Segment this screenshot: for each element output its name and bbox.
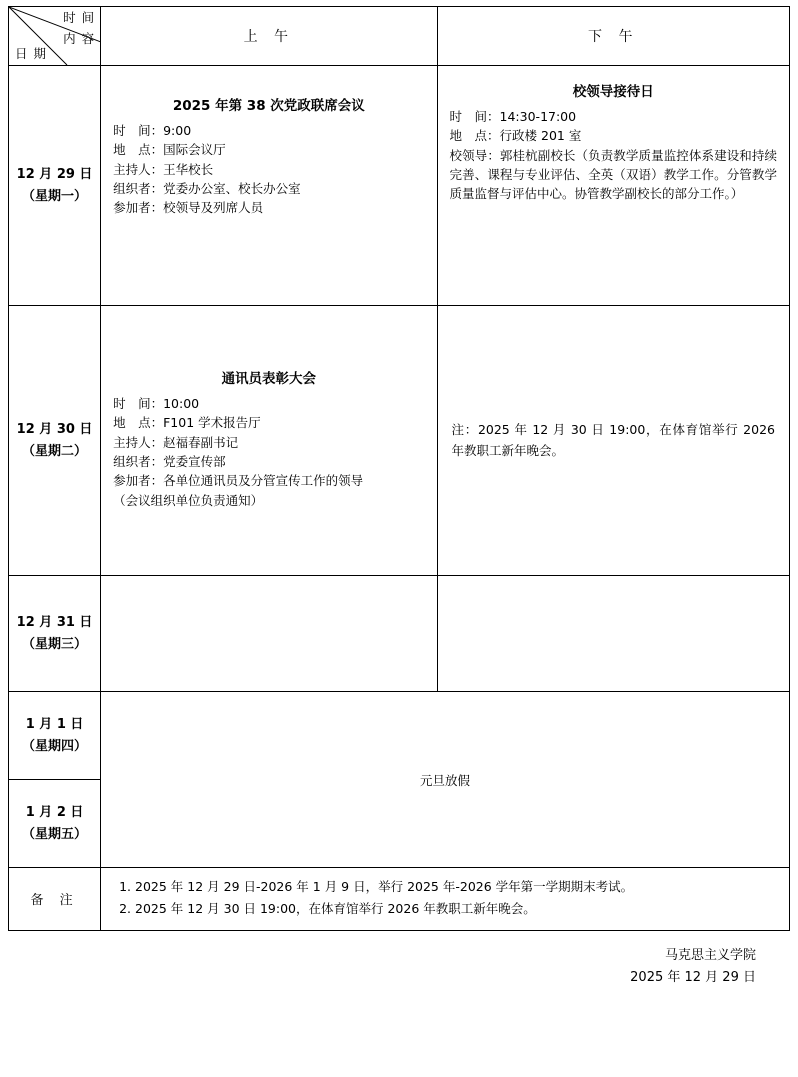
event-title: 通讯员表彰大会 bbox=[221, 370, 317, 387]
afternoon-cell bbox=[437, 576, 789, 692]
morning-cell bbox=[101, 306, 437, 576]
date-cell bbox=[9, 692, 101, 780]
event-detail: 主持人：赵福春副书记 bbox=[113, 434, 239, 450]
table-row bbox=[9, 692, 790, 780]
event-detail: 组织者：党委办公室、校长办公室 bbox=[113, 181, 301, 197]
column-header-afternoon: 下 午 bbox=[437, 7, 789, 66]
event-detail: 地 点：F101 学术报告厅 bbox=[113, 415, 261, 431]
table-row bbox=[9, 306, 790, 576]
remark-item: 1. 2025 年 12 月 29 日-2026 年 1 月 9 日，举行 2025 年-2026 学年第一学期期末考试。 bbox=[119, 879, 634, 894]
event-paragraph: 注：2025 年 12 月 30 日 19:00，在体育馆举行 2026 年教职工新年晚会。 bbox=[451, 422, 775, 458]
date-line-2: （星期五） bbox=[22, 826, 88, 842]
event-detail: 组织者：党委宣传部 bbox=[113, 453, 226, 469]
event-paragraph: 校领导：郭桂杭副校长（负责教学质量监控体系建设和持续完善、课程与专业评估、全英（双语）教学工作。分管教学质量监督与评估中心。协管教学副校长的部分工作。） bbox=[449, 147, 777, 202]
event-detail: 时 间：14:30-17:00 bbox=[449, 108, 577, 124]
date-line-2: （星期四） bbox=[22, 738, 88, 754]
date-line-1: 12 月 29 日 bbox=[16, 167, 93, 183]
footer-date: 2025 年 12 月 29 日 bbox=[630, 969, 756, 985]
afternoon-cell bbox=[437, 66, 789, 306]
remark-row bbox=[9, 868, 790, 931]
date-cell bbox=[9, 66, 101, 306]
event-detail: 时 间：9:00 bbox=[113, 122, 192, 138]
date-cell bbox=[9, 306, 101, 576]
remark-cell bbox=[101, 868, 790, 931]
footer-org: 马克思主义学院 bbox=[664, 947, 756, 963]
event-detail: 参加者：各单位通讯员及分管宣传工作的领导 bbox=[113, 473, 364, 489]
date-cell bbox=[9, 780, 101, 868]
schedule-table bbox=[8, 6, 790, 931]
afternoon-cell bbox=[437, 306, 789, 576]
event-detail: 时 间：10:00 bbox=[113, 395, 200, 411]
event-title: 2025 年第 38 次党政联席会议 bbox=[172, 98, 365, 114]
table-row bbox=[9, 576, 790, 692]
morning-cell bbox=[101, 66, 437, 306]
corner-header-cell bbox=[9, 7, 101, 66]
date-line-2: （星期一） bbox=[22, 188, 88, 204]
date-line-1: 12 月 30 日 bbox=[16, 422, 93, 438]
table-row bbox=[9, 66, 790, 306]
corner-label-time: 时 间 bbox=[63, 10, 96, 25]
morning-cell bbox=[101, 576, 437, 692]
date-line-1: 1 月 2 日 bbox=[25, 805, 84, 821]
column-header-morning: 上 午 bbox=[101, 7, 437, 66]
event-detail: 主持人：王华校长 bbox=[113, 161, 214, 177]
holiday-cell bbox=[101, 692, 790, 868]
event-detail: 地 点：行政楼 201 室 bbox=[449, 128, 582, 144]
remark-label: 备 注 bbox=[9, 868, 101, 931]
date-line-2: （星期三） bbox=[22, 636, 88, 652]
event-detail: （会议组织单位负责通知） bbox=[113, 492, 264, 508]
date-line-1: 1 月 1 日 bbox=[25, 717, 84, 733]
date-cell bbox=[9, 576, 101, 692]
remark-item: 2. 2025 年 12 月 30 日 19:00，在体育馆举行 2026 年教职工新年晚会。 bbox=[119, 900, 536, 916]
event-detail: 地 点：国际会议厅 bbox=[113, 142, 226, 158]
table-header-row bbox=[9, 7, 790, 66]
event-title: 校领导接待日 bbox=[572, 84, 654, 100]
holiday-note: 元旦放假 bbox=[420, 772, 471, 788]
corner-label-content: 内 容 bbox=[63, 31, 96, 46]
date-line-1: 12 月 31 日 bbox=[16, 615, 93, 631]
document-footer bbox=[8, 945, 756, 989]
corner-label-date: 日 期 bbox=[15, 45, 47, 61]
event-detail: 参加者：校领导及列席人员 bbox=[113, 200, 264, 216]
date-line-2: （星期二） bbox=[22, 443, 88, 459]
